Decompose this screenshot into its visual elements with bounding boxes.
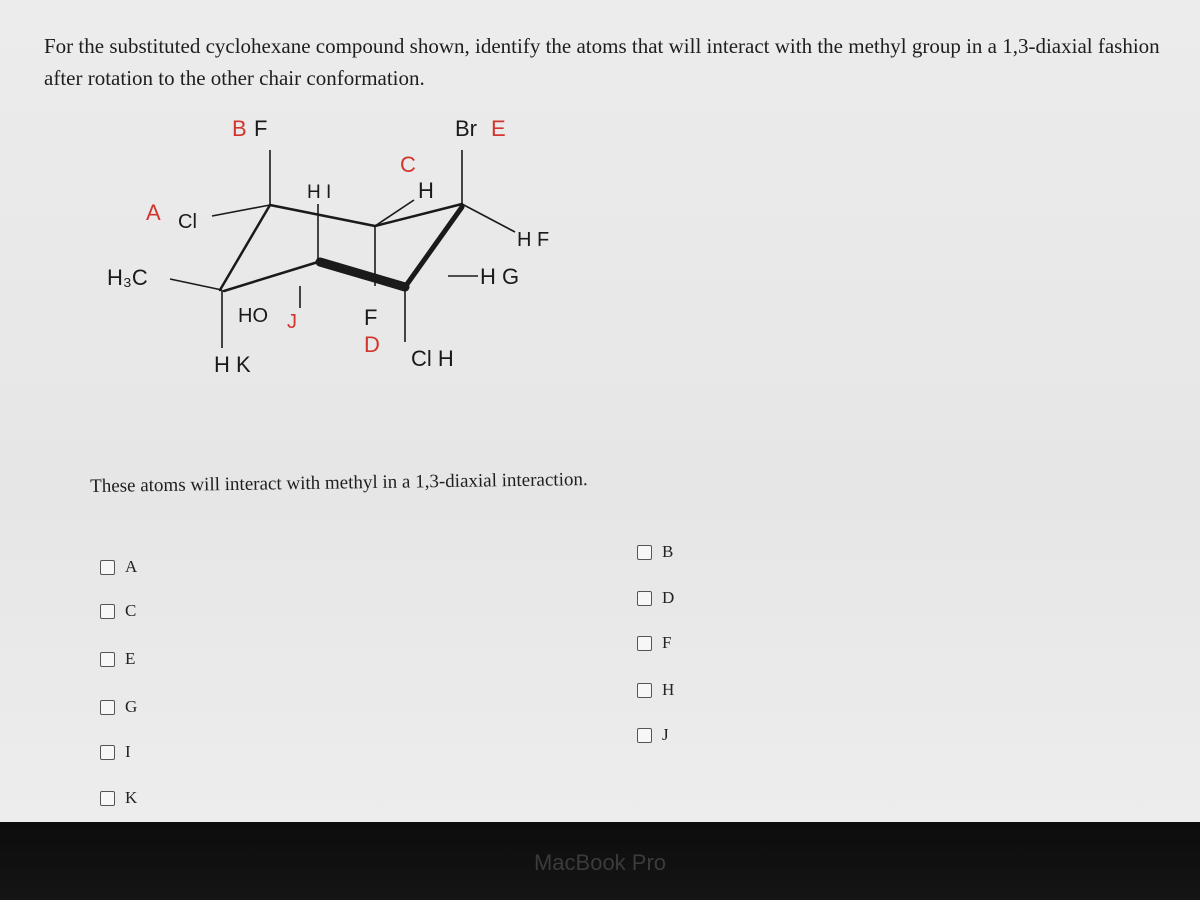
label-C: C [400,152,416,177]
ring-bond-front-right [405,207,462,287]
label-ClH: Cl H [411,346,454,371]
option-E[interactable] [100,649,135,669]
device-label: MacBook Pro [533,850,667,875]
option-label: B [662,542,674,561]
option-B[interactable] [637,542,673,562]
label-HI: H I [307,182,332,203]
label-F-top: F [254,116,268,141]
question-text: For the substituted cyclohexane compound shown, identify the atoms that will interact with the methyl group in a 1,3-diaxial fashion after rotation to the other chair conformation. [44,34,1160,90]
option-K[interactable] [100,788,137,808]
label-H3C: H₃C [107,265,148,290]
ring-bond-1 [220,205,270,290]
cl-bond [212,205,270,216]
checkbox[interactable] [100,745,115,760]
option-label: F [662,633,672,652]
label-E: E [491,116,506,141]
label-Br: Br [455,116,477,141]
checkbox[interactable] [100,560,115,575]
label-J: J [287,311,297,333]
checkbox[interactable] [100,791,115,806]
checkbox[interactable] [637,728,652,743]
option-label: G [125,697,138,716]
option-J[interactable] [637,725,669,745]
option-F[interactable] [637,633,671,653]
label-HF: H F [517,229,550,251]
option-label: C [125,601,137,620]
option-C[interactable] [100,601,136,621]
checkbox[interactable] [637,591,652,606]
option-H[interactable] [637,680,674,700]
checkbox[interactable] [100,652,115,667]
label-F-mid: F [364,305,378,330]
option-label: D [662,588,675,607]
label-D: D [364,332,380,357]
hf-bond [462,204,515,232]
option-D[interactable] [637,588,674,608]
methyl-bond [170,279,222,290]
checkbox[interactable] [637,545,652,560]
option-G[interactable] [100,697,137,717]
checkbox[interactable] [637,636,652,651]
checkbox[interactable] [100,700,115,715]
option-I[interactable] [100,742,131,762]
option-label: H [662,680,675,699]
option-label: J [662,725,669,744]
label-Cl-left: Cl [178,211,197,233]
label-A: A [146,200,161,225]
label-HG: H G [480,264,520,289]
label-HO: HO [238,305,268,327]
option-A[interactable] [100,557,137,577]
option-label: I [125,742,131,761]
ring-bond-2 [270,205,375,226]
label-H-c: H [418,178,434,203]
option-label: E [125,649,136,668]
ring-bond-4 [224,262,318,291]
checkbox[interactable] [637,683,652,698]
option-label: A [125,557,138,576]
answer-prompt: These atoms will interact with methyl in a 1,3-diaxial interaction. [90,469,588,497]
label-B: B [232,116,247,141]
label-HK: H K [214,352,251,377]
option-label: K [125,788,138,807]
checkbox[interactable] [100,604,115,619]
ring-bond-front [320,262,405,287]
